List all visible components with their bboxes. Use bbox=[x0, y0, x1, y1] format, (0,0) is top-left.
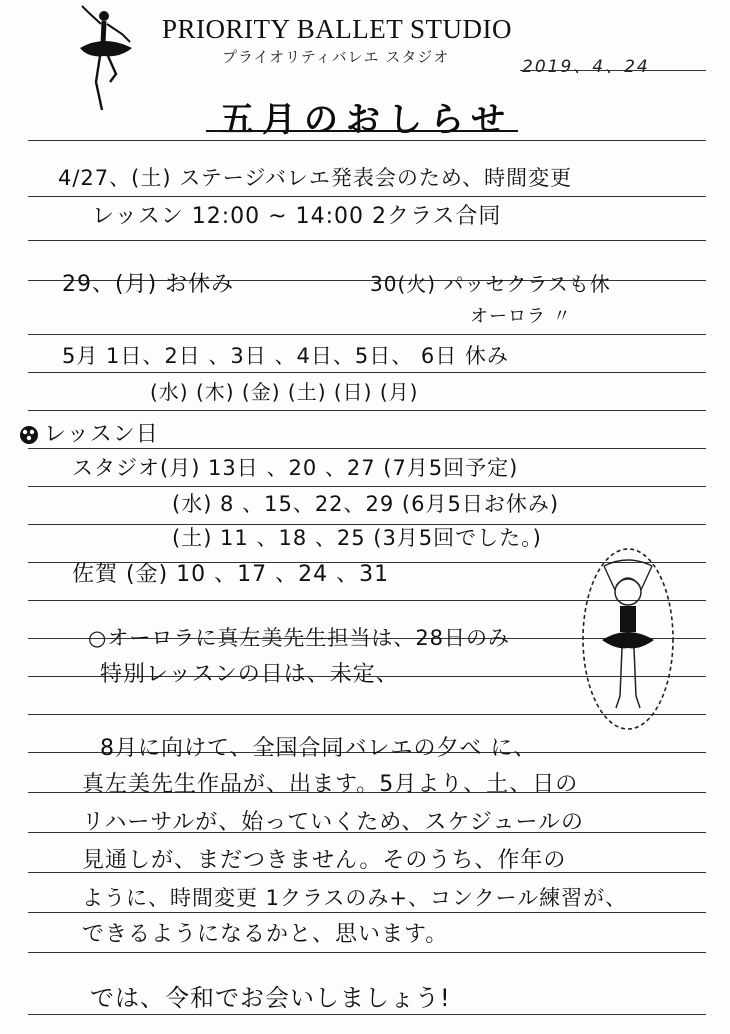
message-line-2: 真左美先生作品が、出ます。5月より、土、日の bbox=[82, 772, 579, 797]
aurora-teacher-note: ○オーロラに真左美先生担当は、28日のみ bbox=[88, 626, 511, 650]
ruled-line bbox=[28, 952, 706, 953]
may-holidays-weekdays: (水) (木) (金) (土) (日) (月) bbox=[150, 380, 419, 404]
studio-name-kana: プライオリティバレエ スタジオ bbox=[222, 48, 450, 66]
ruled-line bbox=[28, 410, 706, 411]
ballerina-silhouette-icon bbox=[70, 4, 138, 120]
ruled-line bbox=[28, 1014, 706, 1015]
may-holidays-dates: 5月 1日、2日 、3日 、4日、5日、 6日 休み bbox=[62, 344, 509, 368]
studio-name: PRIORITY BALLET STUDIO bbox=[162, 14, 512, 44]
lesson-days-heading: レッスン日 bbox=[44, 422, 159, 447]
holiday-30-notice: 30(火) パッセクラスも休 bbox=[370, 272, 611, 296]
aurora-holiday-note: オーロラ 〃 bbox=[470, 306, 572, 327]
time-change-notice: 4/27、(土) ステージバレエ発表会のため、時間変更 bbox=[58, 166, 573, 190]
holiday-29-notice: 29、(月) お休み bbox=[62, 272, 235, 297]
ruled-line bbox=[28, 372, 706, 373]
closing-message: では、令和でお会いしましょう! bbox=[90, 984, 451, 1012]
message-line-4: 見通しが、まだつきません。そのうち、作年の bbox=[82, 848, 567, 873]
title-underline bbox=[206, 130, 518, 132]
ruled-line bbox=[28, 524, 706, 525]
saga-friday-lessons: 佐賀 (金) 10 、17 、24 、31 bbox=[72, 562, 390, 587]
ruled-line bbox=[28, 486, 706, 487]
notice-date: 2019、4、24 bbox=[522, 57, 650, 77]
ruled-line bbox=[28, 448, 706, 449]
studio-monday-lessons: スタジオ(月) 13日 、20 、27 (7月5回予定) bbox=[72, 456, 519, 480]
page-title: 五月のおしらせ bbox=[220, 100, 513, 140]
message-line-6: できるようになるかと、思います。 bbox=[82, 922, 449, 947]
message-line-3: リハーサルが、始っていくため、スケジュールの bbox=[82, 810, 585, 835]
lesson-time-notice: レッスン 12:00 ~ 14:00 2クラス合同 bbox=[92, 204, 502, 229]
studio-wednesday-lessons: (水) 8 、15、22、29 (6月5日お休み) bbox=[172, 492, 560, 516]
ballerina-girl-drawing-icon bbox=[580, 546, 676, 736]
ruled-line bbox=[28, 140, 706, 141]
message-line-1: 8月に向けて、全国合同バレエの夕べ に、 bbox=[100, 736, 537, 761]
ruled-line bbox=[28, 240, 706, 241]
ruled-line bbox=[28, 334, 706, 335]
ruled-line bbox=[28, 912, 706, 913]
studio-saturday-lessons: (土) 11 、18 、25 (3月5回でした。) bbox=[172, 526, 542, 550]
message-line-5: ように、時間変更 1クラスのみ+、コンクール練習が、 bbox=[82, 886, 628, 910]
ruled-line bbox=[28, 196, 706, 197]
date-rule bbox=[520, 70, 706, 71]
flower-bullet-icon bbox=[18, 424, 40, 450]
special-lesson-note: 特別レッスンの日は、未定、 bbox=[100, 662, 399, 687]
